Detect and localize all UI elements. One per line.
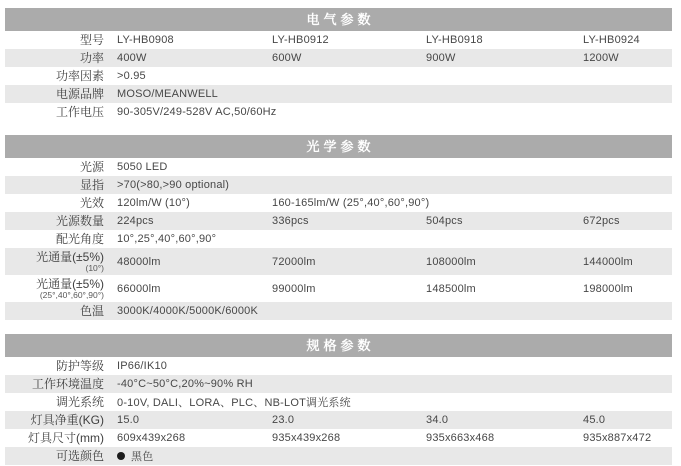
row-value: LY-HB0918 bbox=[426, 34, 483, 46]
section-title-electrical: 电气参数 bbox=[5, 8, 672, 31]
row-label-text: 工作电压 bbox=[55, 104, 104, 119]
row-label-text: 功率因素 bbox=[55, 68, 104, 83]
spec-row bbox=[5, 158, 672, 176]
row-label-text: 型号 bbox=[79, 32, 104, 47]
spec-row bbox=[5, 248, 672, 275]
spec-row bbox=[5, 429, 672, 447]
row-value: 15.0 bbox=[117, 414, 140, 426]
row-label bbox=[5, 278, 117, 300]
spec-row bbox=[5, 275, 672, 302]
row-value: 48000lm bbox=[117, 255, 161, 268]
row-value: 224pcs bbox=[117, 215, 154, 227]
row-label-text: 显指 bbox=[79, 177, 104, 192]
row-value: LY-HB0924 bbox=[583, 34, 640, 46]
row-value: 72000lm bbox=[272, 255, 316, 268]
row-label bbox=[5, 251, 117, 273]
row-value: 935x887x472 bbox=[583, 432, 652, 444]
spec-row bbox=[5, 230, 672, 248]
row-label-text: 光通量(±5%) bbox=[36, 276, 104, 291]
row-value: 144000lm bbox=[583, 255, 633, 268]
row-label bbox=[5, 305, 117, 318]
spec-row bbox=[5, 302, 672, 320]
row-value: 66000lm bbox=[117, 282, 161, 295]
spec-row bbox=[5, 67, 672, 85]
row-label bbox=[5, 161, 117, 174]
row-value: 5050 LED bbox=[117, 161, 168, 173]
section-title-optical: 光学参数 bbox=[5, 135, 672, 158]
row-value: 120lm/W (10°) bbox=[117, 197, 191, 209]
section-specification bbox=[5, 334, 672, 465]
spec-row bbox=[5, 31, 672, 49]
row-value: 148500lm bbox=[426, 282, 476, 295]
row-value: >70(>80,>90 optional) bbox=[117, 179, 230, 191]
row-label bbox=[5, 378, 117, 391]
spec-row bbox=[5, 393, 672, 411]
row-value: 45.0 bbox=[583, 414, 606, 426]
row-sublabel-text: (25°,40°,60°,90°) bbox=[39, 289, 104, 300]
row-label-text: 光效 bbox=[79, 195, 104, 210]
section-title-specification: 规格参数 bbox=[5, 334, 672, 357]
row-value: 90-305V/249-528V AC,50/60Hz bbox=[117, 106, 277, 118]
row-value: 3000K/4000K/5000K/6000K bbox=[117, 305, 258, 317]
spec-row bbox=[5, 49, 672, 67]
row-value-text: 黑色 bbox=[131, 451, 154, 463]
row-label bbox=[5, 88, 117, 101]
row-label bbox=[5, 52, 117, 65]
row-value: 0-10V, DALI、LORA、PLC、NB-LOT调光系统 bbox=[117, 397, 351, 409]
row-label bbox=[5, 450, 117, 463]
row-value: 34.0 bbox=[426, 414, 449, 426]
row-label bbox=[5, 179, 117, 192]
row-label-text: 可选颜色 bbox=[55, 448, 104, 463]
row-value: 10°,25°,40°,60°,90° bbox=[117, 233, 217, 245]
row-value: 609x439x268 bbox=[117, 432, 186, 444]
row-label bbox=[5, 34, 117, 47]
row-label bbox=[5, 70, 117, 83]
black-color-swatch-icon bbox=[117, 452, 125, 460]
row-sublabel-text: (10°) bbox=[85, 262, 104, 273]
row-value: LY-HB0912 bbox=[272, 34, 329, 46]
row-value: 108000lm bbox=[426, 255, 476, 268]
row-value: -40°C~50°C,20%~90% RH bbox=[117, 378, 253, 390]
row-value: MOSO/MEANWELL bbox=[117, 88, 219, 100]
spec-row bbox=[5, 194, 672, 212]
row-label bbox=[5, 432, 117, 445]
spec-row bbox=[5, 357, 672, 375]
row-value: 1200W bbox=[583, 52, 619, 64]
row-label-text: 配光角度 bbox=[55, 231, 104, 246]
row-label-text: 光通量(±5%) bbox=[36, 249, 104, 264]
row-label-text: 防护等级 bbox=[55, 358, 104, 373]
section-optical bbox=[5, 135, 672, 320]
spec-row bbox=[5, 375, 672, 393]
row-label bbox=[5, 215, 117, 228]
row-value: 160-165lm/W (25°,40°,60°,90°) bbox=[272, 197, 430, 209]
spec-row bbox=[5, 212, 672, 230]
row-label bbox=[5, 197, 117, 210]
row-value: IP66/IK10 bbox=[117, 360, 168, 372]
row-value: 935x663x468 bbox=[426, 432, 495, 444]
spec-row bbox=[5, 85, 672, 103]
spec-row bbox=[5, 176, 672, 194]
row-label-text: 光源 bbox=[79, 159, 104, 174]
row-value: >0.95 bbox=[117, 70, 146, 82]
spec-row bbox=[5, 411, 672, 429]
row-label bbox=[5, 106, 117, 119]
row-label-text: 光源数量 bbox=[55, 213, 104, 228]
row-label-text: 电源品牌 bbox=[55, 86, 104, 101]
row-label bbox=[5, 360, 117, 373]
row-value: 900W bbox=[426, 52, 456, 64]
row-value: 23.0 bbox=[272, 414, 295, 426]
spec-row bbox=[5, 447, 672, 465]
row-label bbox=[5, 396, 117, 409]
row-value: 504pcs bbox=[426, 215, 463, 227]
spec-row bbox=[5, 103, 672, 121]
row-value bbox=[117, 448, 272, 464]
row-label bbox=[5, 414, 117, 427]
row-value: LY-HB0908 bbox=[117, 34, 174, 46]
row-label-text: 灯具净重(KG) bbox=[30, 412, 104, 427]
row-value: 600W bbox=[272, 52, 302, 64]
row-label bbox=[5, 233, 117, 246]
section-electrical bbox=[5, 8, 672, 121]
row-value: 672pcs bbox=[583, 215, 620, 227]
row-value: 336pcs bbox=[272, 215, 309, 227]
row-label-text: 色温 bbox=[79, 303, 104, 318]
row-label-text: 功率 bbox=[79, 50, 104, 65]
row-value: 198000lm bbox=[583, 282, 633, 295]
row-label-text: 调光系统 bbox=[55, 394, 104, 409]
row-label-text: 灯具尺寸(mm) bbox=[28, 430, 104, 445]
row-value: 99000lm bbox=[272, 282, 316, 295]
row-value: 935x439x268 bbox=[272, 432, 341, 444]
row-label-text: 工作环境温度 bbox=[31, 376, 104, 391]
row-value: 400W bbox=[117, 52, 147, 64]
